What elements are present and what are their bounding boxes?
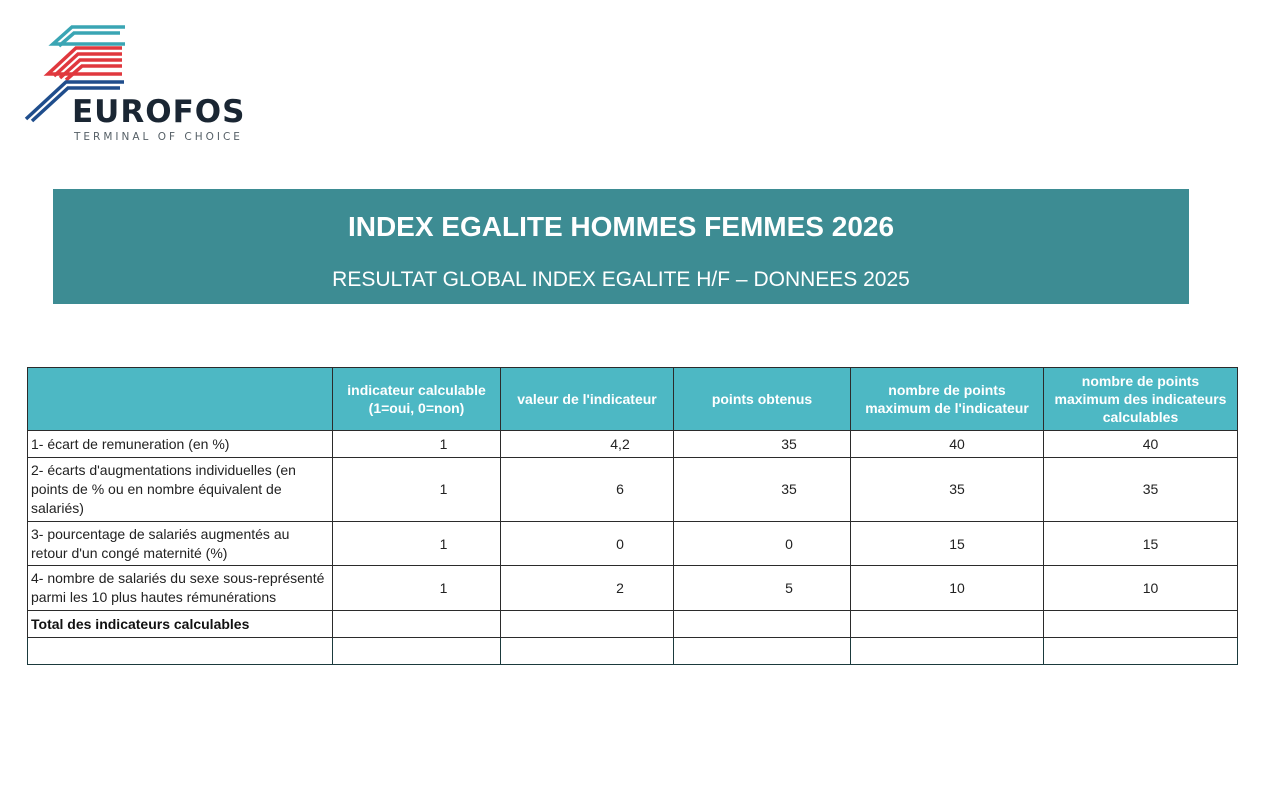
logo-tagline: TERMINAL OF CHOICE (74, 131, 243, 143)
header-cell-label (28, 368, 333, 431)
header-cell-points: points obtenus (674, 368, 851, 431)
total-row (28, 611, 1238, 638)
table-row (28, 458, 1238, 522)
cell-max-indicateur: 35 (851, 458, 1044, 522)
cell-valeur: 4,2 (501, 431, 674, 458)
cell-valeur: 2 (501, 566, 674, 611)
index-row (28, 638, 1238, 665)
cell-max-calculables: 35 (1044, 458, 1238, 522)
cell-max-indicateur: 15 (851, 521, 1044, 566)
eurofos-logo (24, 24, 254, 149)
index-table (27, 367, 1238, 665)
table-row (28, 566, 1238, 611)
page-subtitle: RESULTAT GLOBAL INDEX EGALITE H/F – DONNEES 2025 (332, 268, 910, 291)
header-cell-max-calculables: nombre de points maximum des indicateurs calculables (1044, 368, 1238, 431)
cell-calculable: 1 (333, 521, 501, 566)
cell-max-indicateur: 10 (851, 566, 1044, 611)
table-header-row (28, 368, 1238, 431)
cell-calculable: 1 (333, 566, 501, 611)
row-label: 2- écarts d'augmentations individuelles (en points de % ou en nombre équivalent de salariés) (28, 458, 333, 522)
index-empty-cell (501, 638, 674, 665)
cell-max-indicateur: 40 (851, 431, 1044, 458)
header-cell-max-indicateur: nombre de points maximum de l'indicateur (851, 368, 1044, 431)
index-label: INDEX (sur 100 points) (28, 638, 333, 665)
cell-max-calculables: 40 (1044, 431, 1238, 458)
row-label: 3- pourcentage de salariés augmentés au retour d'un congé maternité (%) (28, 521, 333, 566)
table-row (28, 431, 1238, 458)
cell-max-calculables: 10 (1044, 566, 1238, 611)
cell-points: 35 (674, 431, 851, 458)
index-points: 75 (674, 638, 851, 665)
cell-points: 0 (674, 521, 851, 566)
index-max-calculables: 100 (1044, 638, 1238, 665)
page-title: INDEX EGALITE HOMMES FEMMES 2026 (347, 211, 895, 242)
table-row (28, 521, 1238, 566)
total-empty-cell (333, 611, 501, 638)
index-empty-cell (851, 638, 1044, 665)
row-label: 4- nombre de salariés du sexe sous-représenté parmi les 10 plus hautes rémunérations (28, 566, 333, 611)
cell-valeur: 6 (501, 458, 674, 522)
cell-calculable: 1 (333, 458, 501, 522)
total-points: 75 (674, 611, 851, 638)
header-cell-calculable: indicateur calculable (1=oui, 0=non) (333, 368, 501, 431)
title-banner (53, 189, 1189, 304)
total-label: Total des indicateurs calculables (28, 611, 333, 638)
total-empty-cell (851, 611, 1044, 638)
cell-valeur: 0 (501, 521, 674, 566)
cell-points: 35 (674, 458, 851, 522)
cell-max-calculables: 15 (1044, 521, 1238, 566)
row-label: 1- écart de remuneration (en %) (28, 431, 333, 458)
index-empty-cell (333, 638, 501, 665)
logo-name: EUROFOS (72, 94, 246, 130)
total-empty-cell (501, 611, 674, 638)
cell-calculable: 1 (333, 431, 501, 458)
cell-points: 5 (674, 566, 851, 611)
total-max-calculables: 100 (1044, 611, 1238, 638)
header-cell-valeur: valeur de l'indicateur (501, 368, 674, 431)
